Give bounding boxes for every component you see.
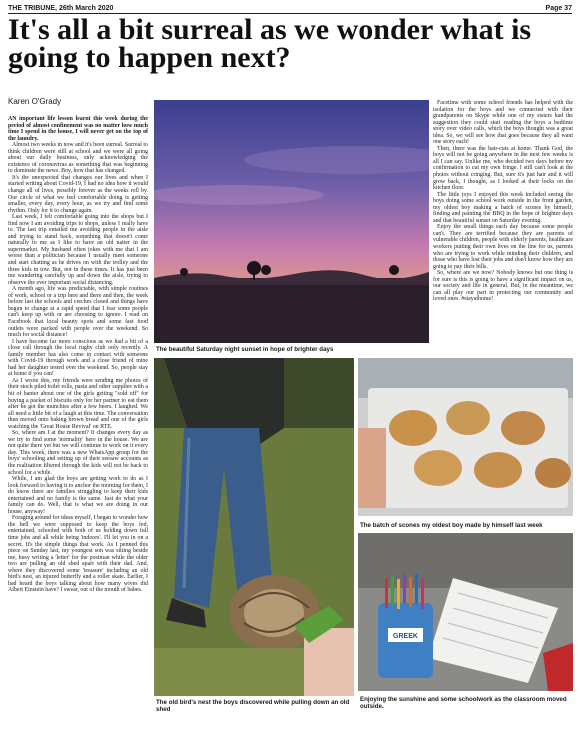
article-paragraph: While, I am glad the boys are getting work to do as I look forward to having it to anchor the morning for them, I do know there are families struggling to keep their kids entertained and no family is the same. Just do what your family can do. Well, that is what we are doing in our house, anyway! — [8, 476, 148, 515]
caption-schoolwork: Enjoying the sunshine and some schoolwork as the classroom moved outside. — [360, 696, 567, 710]
article-paragraph: A month ago, life was predictable, with simple routines of work, school or a trip here and there and then, the week before last the schools and creches closed and things have begun to change at a rapid speed that I fear some people can't keep up with or are choosing to ignore. I read on Facebook that local beauty spots and some fast food outlets were packed with people over the weekend. So much for social distance! — [8, 286, 148, 339]
article-paragraph: Almost two weeks in now and it's been surreal. Surreal to think children were still at school and we were all going about our daily business, only acknowledging the existence of coronavirus as something that was beginning to dominate the news. Boy, how that has changed. — [8, 142, 148, 175]
article-paragraph: Facetime with some school friends has helped with the isolation for the boys and we connected with their grandparents on Skype while one of my sisters had the suggestion they could start reading the boys a bedtime story over video calls, which the boys thought was a great idea. So, we will see how that goes because they all want one story each! — [433, 100, 573, 146]
caption-nest: The old bird's nest the boys discovered while pulling down an old shed — [156, 699, 350, 713]
article-paragraph: So, where am I at the moment? It changes every day as we try to find some 'normality' here in the house. We are not quite there yet but we will continue to work on it every day. This week, there was a new WhatsApp group for the boys' schooling and setting up of their seesaw accounts as the realisation filtered through the kids will not be back to school for a while. — [8, 430, 148, 476]
caption-sunset: The beautiful Saturday night sunset in hope of brighter days — [156, 346, 334, 353]
article-paragraph: Foraging around for ideas myself, I began to wonder how the hell we were supposed to keep the boys fed, entertained, schooled with both of us holding down full time jobs and all while being 'indoors'. I'll let you in on a secret. It's the simple things that work. As I penned this piece on Sunday last, my youngest son was sitting beside me, busy writing a 'letter' for the postman while the older two are pulling an old shed apart with their dad. And, where they discovered some 'treasure' including an old bird's nest, an injured butterfly and a roller skate. Earlier, I had heard the boys talking about how many wives did Albert Einstein have? I swear, out of the mouth of babes. — [8, 515, 148, 594]
publication-date: THE TRIBUNE, 26th March 2020 — [8, 5, 114, 12]
article-column-3 — [433, 100, 573, 303]
tub-label: GREEK — [393, 633, 418, 640]
scones-photo — [358, 358, 573, 516]
headline: It's all a bit surreal as we wonder what is going to happen next? — [8, 13, 532, 74]
article-paragraph: As I wrote this, my friends were sending me photos of their stock piled toilet rolls, pasta and other supplies with a bit of banter about one of the girls getting "sold off" for buying a packet of biscuits only for her partner to eat them after he got the munchies after a few beers. I laughed. We all need a little bit of a laugh at this time. The conversation then moved onto baking brown bread and one of the girls watching the 'Great House Revival' on RTE. — [8, 377, 148, 430]
caption-scones: The batch of scones my oldest boy made by himself last week — [360, 522, 543, 529]
byline: Karen O'Grady — [8, 97, 62, 106]
article-paragraph: I have become far more conscious as we had a bit of a close call through the local rugby club only recently. A family member has also come in contact with someone with Covid-19 through work and a close friend of mine had her daughter tested over the weekend. So, people stay at home if you can! — [8, 338, 148, 378]
article-paragraph: So, where are we now? Nobody knows but one thing is for sure is this is going to have a significant impact on us, our society and life in general. But, in the meantime, we can all play our part in protecting our community and loved ones. #stayathome! — [433, 270, 573, 303]
nest-photo — [154, 358, 354, 696]
article-paragraph: Last week, I felt comfortable going into the shops but I find now I am avoiding trips to shops, unless I really have to. The last trip entailed me avoiding people in the aisle and trying to stand back, something that doesn't come naturally to me as I like to have an old natter in the supermarket. My husband often jokes with me that I am worse than a politician because I usually meet someone and start chatting as he drives on with the trolley and the three kids in tow. But, not in these times. It has just been me wandering carefully up and down the aisle, trying to observe the ever important social distancing. — [8, 214, 148, 286]
article-paragraph: The little joys I enjoyed this week included seeing the boys doing some school work outside in the front garden, my oldest boy making a batch of scones by himself, finding and painting the BBQ in the hope of brighter days and that beautiful sunset on Saturday evening. — [433, 191, 573, 224]
page-number: Page 37 — [545, 5, 572, 12]
article-paragraph: AN important life lesson learnt this week during the period of almost confinement was no matter how much time I spend in the house, I will never get on the top of the laundry. — [8, 116, 148, 142]
schoolwork-photo — [358, 533, 573, 691]
article-paragraph: Then, there was the hair-cuts at home. Thank God, the boys will not be going anywhere in the next few weeks is all I can say. Unlike me, who decided two days before my confirmation to cut my own fringe. I still can't look at the photos without cringing. But, sure it's just hair and it will grow back, I thought, as I looked at their locks on the kitchen floor. — [433, 145, 573, 192]
article-paragraph: Enjoy the small things each day because some people can't. They are terrified because they are parents of vulnerable children, people with elderly parents, healthcare workers putting their own lives on the line for us, parents who are trying to work while minding their children, and those who have lost their jobs and don't know how they are going to pay their bills. — [433, 224, 573, 270]
article-column-1 — [8, 116, 148, 594]
article-paragraph: It's the unexpected that changes our lives and when I started writing about Covid-19, I had no idea how it would change all of lives, possibly forever as the weeks roll by. Our circle of what we feel comfortable doing is getting smaller, every day, every hour, as we try and find some rhythm. Only for it to change again. — [8, 174, 148, 214]
sunset-photo — [154, 100, 429, 343]
